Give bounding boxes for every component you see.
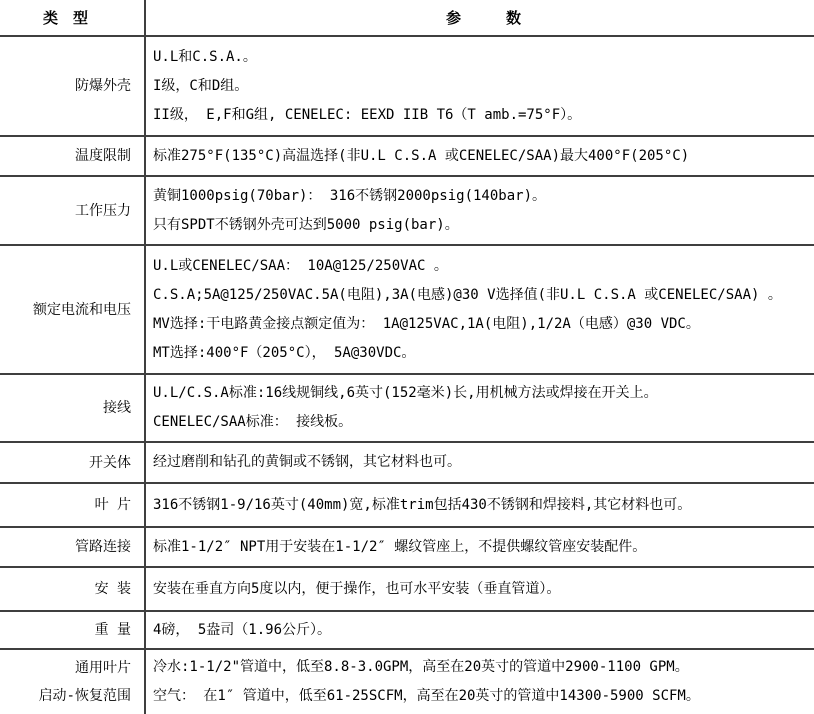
table-row <box>0 612 814 650</box>
row-label-cell <box>0 528 146 566</box>
param-line: 316不锈钢1-9/16英寸(40mm)宽,标准trim包括430不锈钢和焊接料,其它材料也可。 <box>153 496 692 513</box>
param-line: II级， E,F和G组, CENELEC: EEXD IIB T6（T amb.=75°F）。 <box>153 106 582 123</box>
row-label-wiring: 接线 <box>103 400 131 416</box>
row-label-weight: 重 量 <box>94 622 131 638</box>
row-param-cell <box>146 650 814 714</box>
param-line: I级，C和D组。 <box>153 77 249 94</box>
row-param-cell <box>146 528 814 566</box>
param-line: U.L/C.S.A标准:16线规铜线,6英寸(152毫米)长,用机械方法或焊接在开关上。 <box>153 385 658 401</box>
param-line: 经过磨削和钻孔的黄铜或不锈钢，其它材料也可。 <box>153 454 461 470</box>
row-label-cell <box>0 650 146 714</box>
row-label-actuation-recovery-range: 启动-恢复范围 <box>38 688 131 704</box>
param-line: U.L或CENELEC/SAA： 10A@125/250VAC 。 <box>153 257 448 274</box>
row-label-cell <box>0 137 146 175</box>
param-line: MV选择:干电路黄金接点额定值为： 1A@125VAC,1A(电阻),1/2A（电感）@30 VDC。 <box>153 315 700 332</box>
row-label-pipe-connection: 管路连接 <box>75 539 131 555</box>
param-line: MT选择:400°F（205°C）， 5A@30VDC。 <box>153 344 416 361</box>
param-line: 4磅， 5盎司（1.96公斤）。 <box>153 621 332 638</box>
table-row <box>0 375 814 443</box>
row-label-vane: 叶 片 <box>94 497 131 513</box>
table-row <box>0 37 814 137</box>
table-row <box>0 568 814 612</box>
header-param-cell <box>146 0 814 35</box>
param-line: 只有SPDT不锈钢外壳可达到5000 psig(bar)。 <box>153 216 459 233</box>
row-param-cell <box>146 246 814 373</box>
header-param-label: 参 数 <box>445 9 521 27</box>
table-row <box>0 443 814 484</box>
param-line: 黄铜1000psig(70bar)： 316不锈钢2000psig(140bar)。 <box>153 187 547 204</box>
table-row <box>0 528 814 568</box>
header-type-label: 类 型 <box>42 9 88 27</box>
row-param-cell <box>146 375 814 441</box>
param-line: 标准275°F(135°C)高温选择(非U.L C.S.A 或CENELEC/SAA)最大400°F(205°C) <box>153 147 690 164</box>
table-row <box>0 137 814 177</box>
table-row <box>0 484 814 528</box>
row-label-explosion-proof-enclosure: 防爆外壳 <box>75 78 131 94</box>
table-row <box>0 246 814 375</box>
param-line: U.L和C.S.A.。 <box>153 48 257 65</box>
row-label-cell <box>0 612 146 648</box>
row-param-cell <box>146 443 814 482</box>
table-row <box>0 177 814 246</box>
row-label-working-pressure: 工作压力 <box>75 202 131 219</box>
row-param-cell <box>146 612 814 648</box>
row-label-cell <box>0 568 146 610</box>
table-header-row <box>0 0 814 37</box>
param-line: C.S.A;5A@125/250VAC.5A(电阻),3A(电感)@30 V选择值(非U.L C.S.A 或CENELEC/SAA) 。 <box>153 286 782 303</box>
row-label-cell <box>0 375 146 441</box>
row-label-cell <box>0 484 146 526</box>
row-label-switch-body: 开关体 <box>89 454 131 471</box>
param-line: 安装在垂直方向5度以内，便于操作，也可水平安装（垂直管道）。 <box>153 580 561 597</box>
param-line: CENELEC/SAA标准： 接线板。 <box>153 414 353 430</box>
header-type-cell <box>0 0 146 35</box>
row-label-temperature-limit: 温度限制 <box>75 148 131 164</box>
table-row <box>0 650 814 714</box>
row-label-installation: 安 装 <box>94 581 131 597</box>
param-line: 标准1-1/2″ NPT用于安装在1-1/2″ 螺纹管座上，不提供螺纹管座安装配件。 <box>153 538 647 555</box>
row-label-cell <box>0 37 146 135</box>
row-param-cell <box>146 37 814 135</box>
row-param-cell <box>146 568 814 610</box>
row-param-cell <box>146 177 814 244</box>
row-label-rated-current-voltage: 额定电流和电压 <box>33 301 131 318</box>
row-label-universal-vane: 通用叶片 <box>75 660 131 676</box>
row-param-cell <box>146 137 814 175</box>
row-label-cell <box>0 177 146 244</box>
param-line: 冷水:1-1/2"管道中，低至8.8-3.0GPM，高至在20英寸的管道中2900-1100 GPM。 <box>153 659 689 675</box>
row-label-cell <box>0 443 146 482</box>
param-line: 空气： 在1″ 管道中，低至61-25SCFM，高至在20英寸的管道中14300-5900 SCFM。 <box>153 688 700 704</box>
row-param-cell <box>146 484 814 526</box>
row-label-cell <box>0 246 146 373</box>
